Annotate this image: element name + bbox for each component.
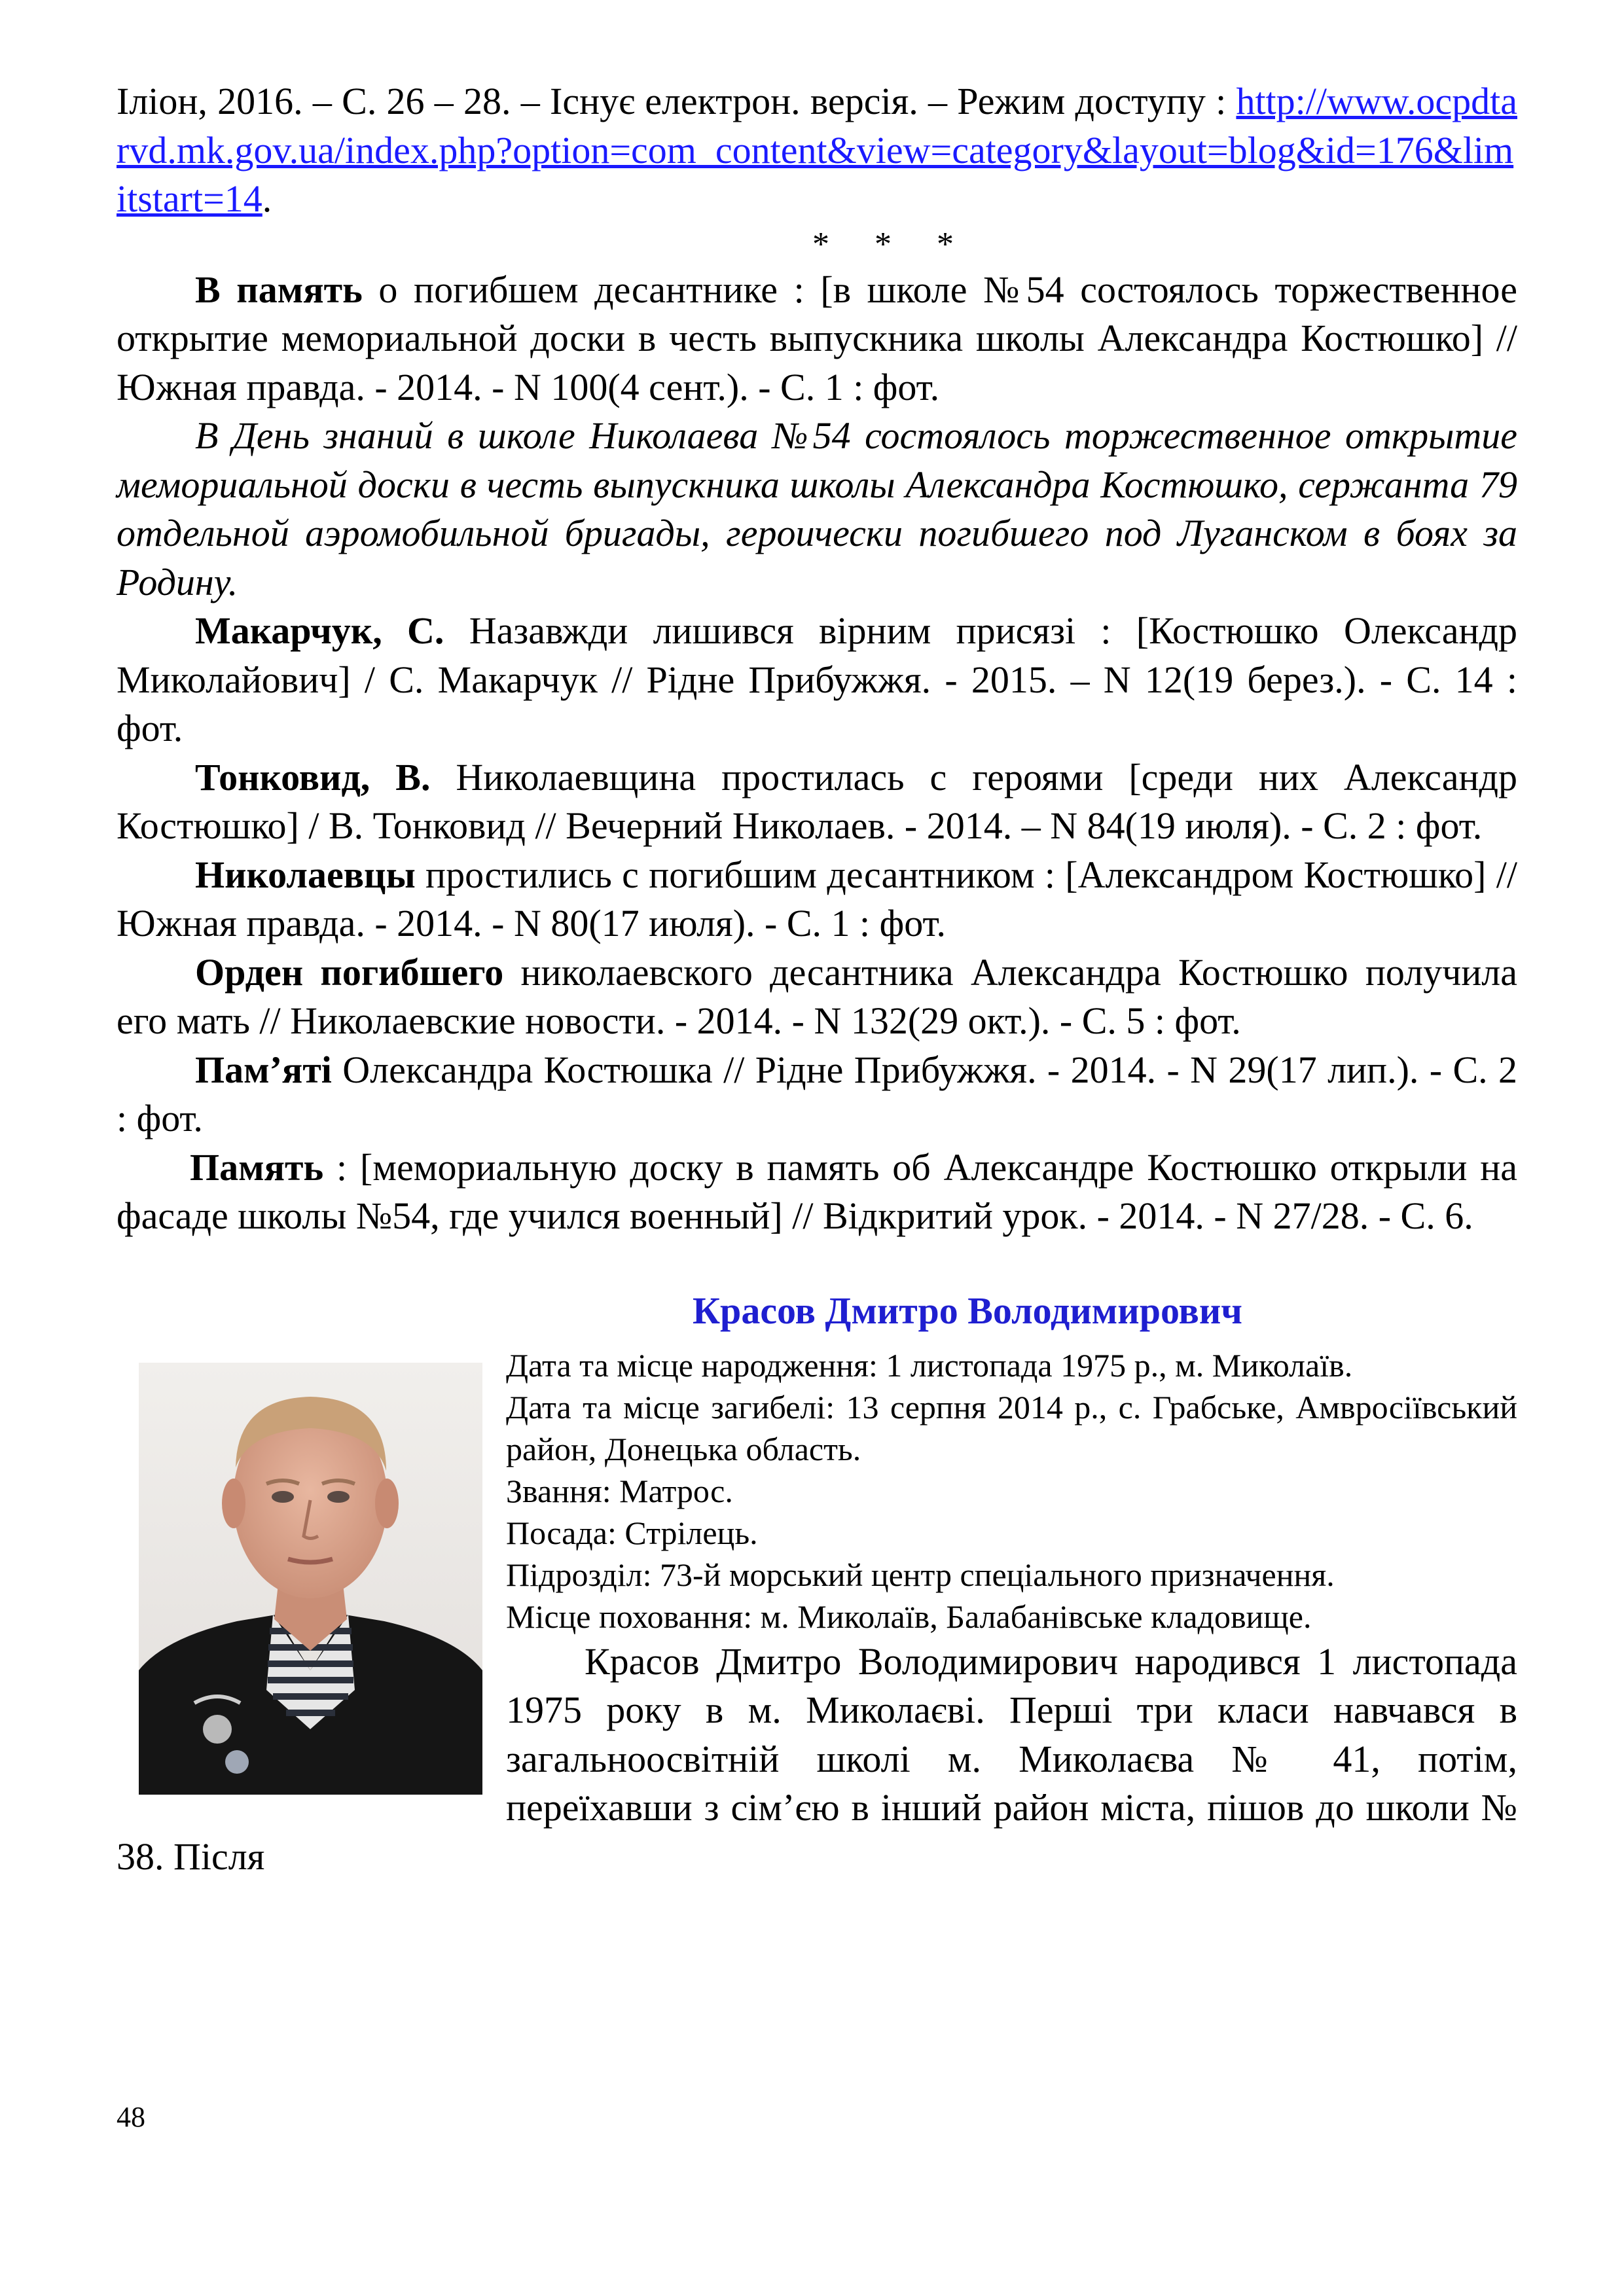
fact-label: Дата та місце загибелі: <box>506 1388 835 1426</box>
bib-entry <box>117 607 1517 753</box>
bib-entry <box>117 753 1517 851</box>
entry-bold-title: Память <box>190 1145 324 1189</box>
fact-label: Підрозділ: <box>506 1556 652 1593</box>
portrait-photo-icon <box>139 1363 482 1795</box>
entry-bold-title: Тонковид, В. <box>195 755 431 798</box>
person-name-heading: Красов Дмитро Володимирович <box>693 1289 1242 1332</box>
fact-value: м. Миколаїв, Балабанівське кладовище. <box>752 1598 1312 1635</box>
source-link[interactable]: http://www.ocpdtarvd.mk.gov.ua/index.php?option=com_content&view=category&layout=blog&id=176&limitstart=14 <box>117 80 1517 220</box>
fact-label: Звання: <box>506 1472 611 1509</box>
person-portrait-photo <box>139 1363 482 1795</box>
entry-text: Назавжди лишився вірним присязі : [Костюшко Олександр Миколайович] / С. Макарчук // Рідне Прибужжя. - 2015. – N 12(19 берез.). - С. 14 : фот. <box>117 609 1518 749</box>
entry-annotation: В День знаний в школе Николаева №54 состоялось торжественное открытие мемориальной доски в честь выпускника школы Александра Костюшко, сержанта 79 отдельной аэромобильной бригады, героически погибшего под Луганском в боях за Родину. <box>117 414 1517 603</box>
fact-value: Матрос. <box>611 1472 733 1509</box>
section-separator: * * * <box>812 225 972 263</box>
entry-text: о погибшем десантнике : [в школе №54 состоялось торжественное открытие мемориальной доски в честь выпускника школы Александра Костюшко] // Южная правда. - 2014. - N 100(4 сент.). - С. 1 : фот. <box>117 268 1517 408</box>
entry-text: Николаевщина простилась с героями [среди них Александр Костюшко] / В. Тонковид // Вечерний Николаев. - 2014. – N 84(19 июля). - С. 2 : фот. <box>117 755 1517 847</box>
fact-label: Посада: <box>506 1514 617 1551</box>
page-number: 48 <box>117 2101 145 2133</box>
bib-entry <box>117 1046 1517 1143</box>
bib-entry <box>117 948 1517 1046</box>
fact-value: 73-й морський центр спеціального призначення. <box>651 1556 1335 1593</box>
entry-bold-title: В память <box>195 268 363 311</box>
fact-value: 1 листопада 1975 р., м. Миколаїв. <box>877 1346 1353 1384</box>
intro-paragraph <box>117 77 1517 224</box>
fact-label: Дата та місце народження: <box>506 1346 878 1384</box>
entry-text: николаевского десантника Александра Костюшко получила его мать // Николаевские новости. - 2014. - N 132(29 окт.). - С. 5 : фот. <box>117 950 1517 1042</box>
entry-bold-title: Макарчук, С. <box>195 609 444 652</box>
biography-narrative: Красов Дмитро Володимирович народився 1 листопада 1975 року в м. Миколаєві. Перші три класи навчався в загальноосвітній школі м. Миколаєва № 41, потім, переїхавши з сім’єю в інший район міста, пішов до школи № 38. Після <box>117 1640 1517 1878</box>
entry-bold-title: Николаевцы <box>195 853 416 896</box>
intro-text: Іліон, 2016. – С. 26 – 28. – Існує електрон. версія. – Режим доступу : <box>117 80 1227 122</box>
fact-value: 13 серпня 2014 р., с. Грабське, Амвросіївський район, Донецька область. <box>506 1388 1517 1467</box>
entry-text: : [мемориальную доску в память об Александре Костюшко открыли на фасаде школы №54, где учился военный] // Відкритий урок. - 2014. - N 27/28. - С. 6. <box>117 1145 1517 1237</box>
bib-entry <box>117 266 1517 412</box>
entry-bold-title: Орден погибшего <box>195 950 504 994</box>
intro-link-end: . <box>262 177 272 220</box>
entry-bold-title: Пам’яті <box>195 1048 332 1091</box>
entry-text: простились с погибшим десантником : [Александром Костюшко] // Южная правда. - 2014. - N 80(17 июля). - С. 1 : фот. <box>117 853 1517 944</box>
fact-label: Місце поховання: <box>506 1598 753 1635</box>
document-page <box>117 77 1517 1881</box>
entry-text: Олександра Костюшка // Рідне Прибужжя. - 2014. - N 29(17 лип.). - С. 2 : фот. <box>117 1048 1517 1139</box>
biography-section <box>117 1344 1517 1882</box>
bib-entry <box>117 1143 1517 1241</box>
fact-value: Стрілець. <box>616 1514 758 1551</box>
bib-entry <box>117 851 1517 948</box>
